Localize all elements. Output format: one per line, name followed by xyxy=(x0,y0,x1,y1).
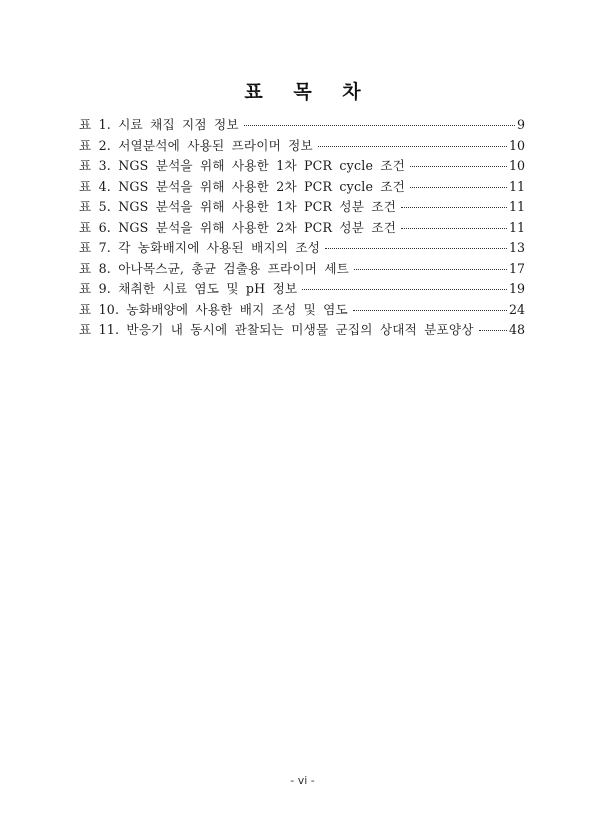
dot-leader xyxy=(410,187,507,188)
page-title: 표 목 차 xyxy=(244,80,373,103)
toc-entry[interactable] xyxy=(79,300,525,321)
dot-leader xyxy=(353,310,507,311)
toc-entry[interactable] xyxy=(79,177,525,198)
dot-leader xyxy=(401,207,507,208)
toc-entry-page: 13 xyxy=(508,240,525,255)
dot-leader xyxy=(318,146,507,147)
toc-entry-label: 표 2. 서열분석에 사용된 프라이머 정보 xyxy=(79,137,313,153)
toc-entry[interactable] xyxy=(79,156,525,177)
table-of-contents xyxy=(79,115,525,341)
dot-leader xyxy=(410,166,507,167)
dot-leader xyxy=(244,125,515,126)
dot-leader xyxy=(354,269,507,270)
toc-entry[interactable] xyxy=(79,218,525,239)
toc-entry[interactable] xyxy=(79,279,525,300)
toc-entry[interactable] xyxy=(79,320,525,341)
toc-entry[interactable] xyxy=(79,238,525,259)
toc-entry-label: 표 8. 아나목스균, 총균 검출용 프라이머 세트 xyxy=(79,260,350,276)
toc-entry-page: 10 xyxy=(508,158,525,173)
toc-entry-page: 19 xyxy=(508,281,525,296)
toc-entry-page: 11 xyxy=(508,219,525,235)
toc-entry-page: 9 xyxy=(516,117,525,132)
dot-leader xyxy=(325,248,507,249)
toc-entry-label: 표 6. NGS 분석을 위해 사용한 2차 PCR 성분 조건 xyxy=(79,219,397,235)
dot-leader xyxy=(401,228,507,229)
toc-entry[interactable] xyxy=(79,136,525,157)
toc-entry[interactable] xyxy=(79,259,525,280)
toc-entry-label: 표 10. 농화배양에 사용한 배지 조성 및 염도 xyxy=(79,301,348,317)
dot-leader xyxy=(302,289,507,290)
page-number-footer: - vi - xyxy=(290,774,315,787)
toc-entry-page: 10 xyxy=(508,137,525,153)
toc-entry-label: 표 7. 각 농화배지에 사용된 배지의 조성 xyxy=(79,240,321,255)
toc-entry-page: 24 xyxy=(508,301,525,317)
toc-entry-label: 표 1. 시료 채집 지점 정보 xyxy=(79,117,239,132)
toc-entry-page: 11 xyxy=(508,178,525,194)
toc-entry-page: 17 xyxy=(508,260,525,276)
toc-entry-label: 표 5. NGS 분석을 위해 사용한 1차 PCR 성분 조건 xyxy=(79,199,397,214)
toc-entry-label: 표 4. NGS 분석을 위해 사용한 2차 PCR cycle 조건 xyxy=(79,178,406,194)
toc-entry-label: 표 3. NGS 분석을 위해 사용한 1차 PCR cycle 조건 xyxy=(79,158,406,173)
toc-entry-page: 11 xyxy=(508,199,525,214)
toc-entry[interactable] xyxy=(79,115,525,136)
toc-entry-page: 48 xyxy=(508,322,525,337)
toc-entry-label: 표 11. 반응기 내 동시에 관찰되는 미생물 군집의 상대적 분포양상 xyxy=(79,322,474,337)
toc-entry-label: 표 9. 채취한 시료 염도 및 pH 정보 xyxy=(79,281,298,296)
dot-leader xyxy=(479,330,507,331)
toc-entry[interactable] xyxy=(79,197,525,218)
